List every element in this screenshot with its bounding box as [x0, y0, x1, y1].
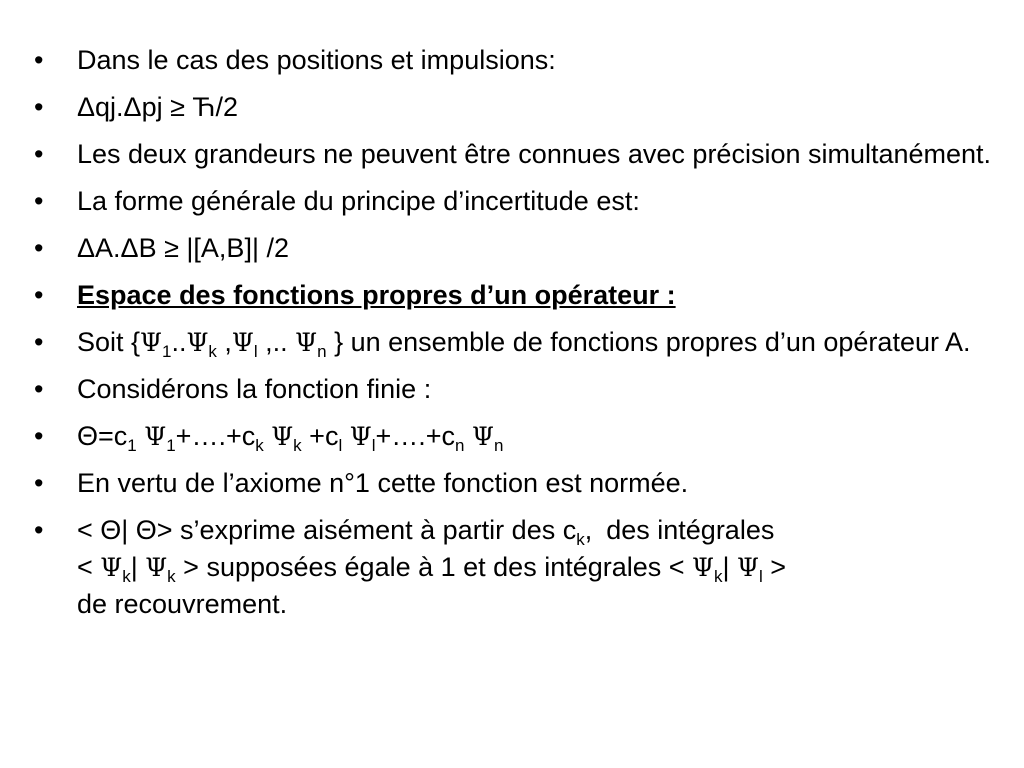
- subscript: k: [713, 567, 723, 586]
- bullet-item-3: [0, 136, 1004, 173]
- subscript: 1: [161, 342, 172, 361]
- bullet-item-2: [0, 89, 1004, 126]
- bullet-item-6: [0, 277, 1004, 314]
- bullet-item-11: [0, 512, 1004, 623]
- psi-symbol: Ψ: [100, 553, 123, 582]
- bullet-item-7: [0, 324, 1004, 361]
- subscript: l: [338, 436, 343, 455]
- bullet-text: La forme générale du principe d’incertitude est:: [77, 186, 640, 216]
- text-fragment: des intégrales: [606, 515, 775, 545]
- bullet-dot: •: [34, 374, 44, 404]
- text-fragment: Soit {: [77, 327, 141, 357]
- text-fragment: |: [130, 552, 146, 582]
- text-fragment: +….+c: [175, 421, 256, 451]
- bullet-item-10: [0, 465, 1004, 502]
- bullet-dot: •: [34, 280, 44, 310]
- bullet-text: Considérons la fonction finie :: [77, 374, 432, 404]
- bullet-text: Δqj.Δpj ≥ Ћ/2: [77, 92, 238, 122]
- psi-symbol: Ψ: [144, 422, 167, 451]
- bullet-text: En vertu de l’axiome n°1 cette fonction est normée.: [77, 468, 689, 498]
- psi-symbol: Ψ: [186, 328, 209, 357]
- psi-symbol: Ψ: [295, 328, 318, 357]
- psi-symbol: Ψ: [692, 553, 714, 582]
- text-fragment: < Θ| Θ> s’exprime aisément à partir des c: [77, 515, 577, 545]
- text-fragment: Θ=c: [77, 421, 128, 451]
- subscript: n: [455, 436, 465, 455]
- bullet-dot: •: [34, 515, 44, 545]
- section-heading: Espace des fonctions propres d’un opérateur :: [77, 280, 676, 310]
- subscript: k: [576, 530, 585, 549]
- text-fragment: ,: [216, 327, 232, 357]
- text-fragment: >: [762, 552, 786, 582]
- bullet-dot: •: [34, 186, 44, 216]
- bullet-dot: •: [34, 327, 44, 357]
- bullet-item-1: [0, 42, 1004, 79]
- bullet-item-9: [0, 418, 1004, 455]
- text-fragment: |: [722, 552, 737, 582]
- psi-symbol: Ψ: [140, 328, 162, 357]
- bullet-text: ΔA.ΔB ≥ |[A,B]| /2: [77, 233, 289, 263]
- bullet-dot: •: [34, 421, 44, 451]
- text-fragment: +….+c: [375, 421, 456, 451]
- bullet-dot: •: [34, 468, 44, 498]
- text-fragment: } un ensemble de fonctions propres d’un opérateur A.: [326, 327, 971, 357]
- psi-symbol: Ψ: [472, 422, 494, 451]
- psi-symbol: Ψ: [349, 422, 372, 451]
- text-fragment: <: [77, 552, 101, 582]
- subscript: 1: [166, 436, 176, 455]
- bullet-dot: •: [34, 45, 44, 75]
- subscript: k: [122, 567, 131, 586]
- bullet-dot: •: [34, 139, 44, 169]
- subscript: k: [167, 567, 176, 586]
- text-fragment: > supposées égale à 1 et des intégrales <: [175, 552, 693, 582]
- bullet-item-4: [0, 183, 1004, 220]
- text-fragment: ..: [171, 327, 187, 357]
- subscript: n: [493, 436, 504, 455]
- text-fragment: ,: [584, 515, 593, 545]
- psi-symbol: Ψ: [231, 328, 254, 357]
- subscript: k: [255, 436, 264, 455]
- subscript: l: [371, 436, 376, 455]
- subscript: n: [317, 342, 327, 361]
- bullet-dot: •: [34, 92, 44, 122]
- psi-symbol: Ψ: [737, 553, 759, 582]
- bullet-item-8: [0, 371, 1004, 408]
- subscript: 1: [127, 436, 137, 455]
- psi-symbol: Ψ: [145, 553, 168, 582]
- bullet-item-5: [0, 230, 1004, 267]
- subscript: k: [208, 342, 217, 361]
- psi-symbol: Ψ: [271, 422, 294, 451]
- text-fragment: de recouvrement.: [77, 589, 288, 619]
- bullet-dot: •: [34, 233, 44, 263]
- subscript: k: [293, 436, 302, 455]
- subscript: l: [758, 567, 763, 586]
- bullet-list: [0, 42, 1004, 623]
- text-fragment: ,..: [257, 327, 296, 357]
- bullet-text: Dans le cas des positions et impulsions:: [77, 45, 556, 75]
- subscript: l: [253, 342, 258, 361]
- text-fragment: +c: [301, 421, 339, 451]
- bullet-text: Les deux grandeurs ne peuvent être connues avec précision simultanément.: [77, 139, 992, 169]
